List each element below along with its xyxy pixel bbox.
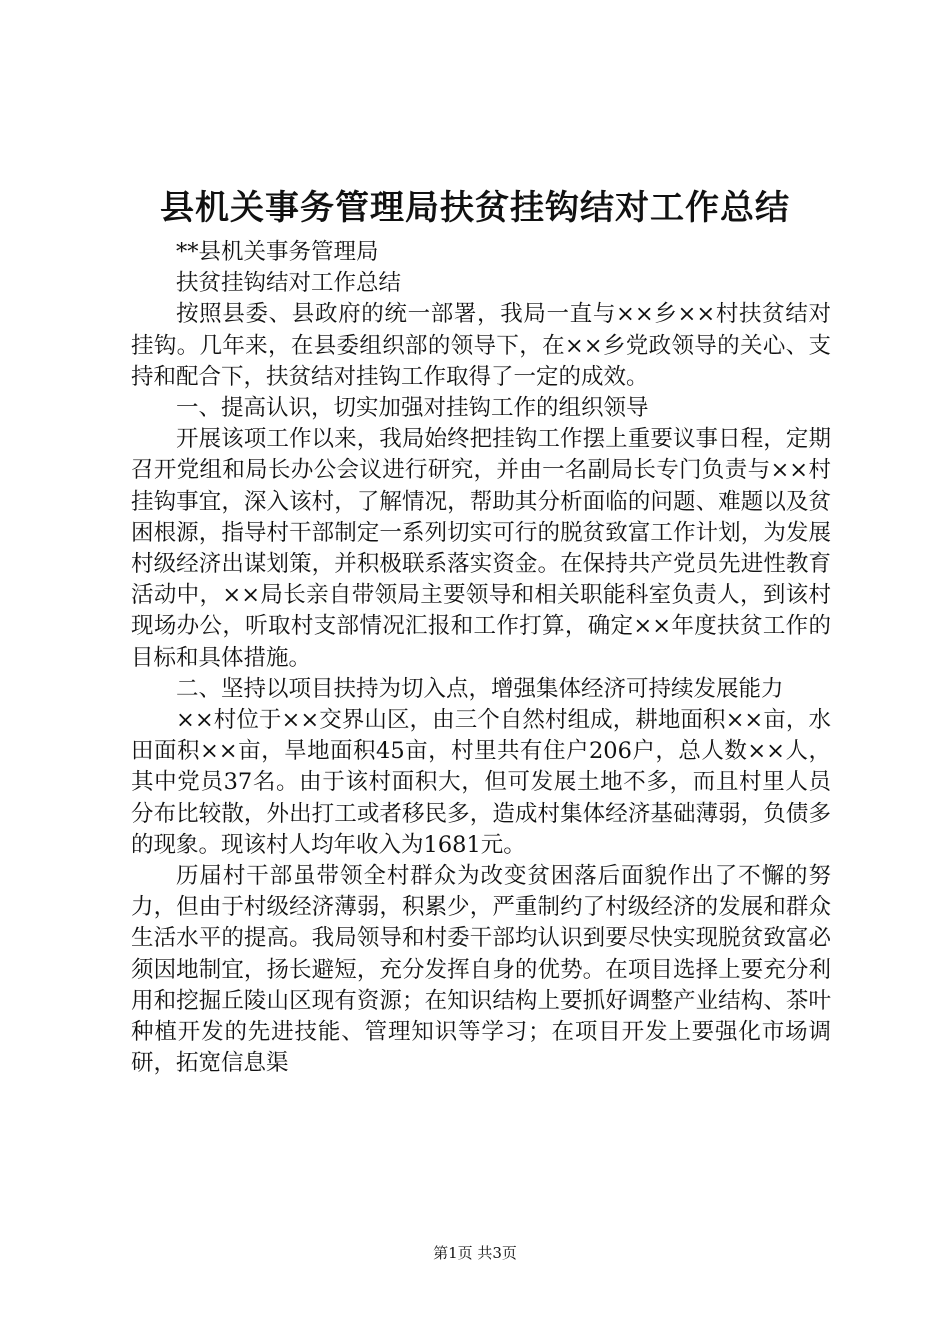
section-heading-1: 一、提高认识，切实加强对挂钩工作的组织领导 bbox=[176, 395, 649, 422]
document-body bbox=[131, 237, 831, 1079]
section-heading-2: 二、坚持以项目扶持为切入点，增强集体经济可持续发展能力 bbox=[176, 675, 784, 702]
body-paragraph: ××村位于××交界山区，由三个自然村组成，耕地面积××亩，水田面积××亩，旱地面积45亩，村里共有住户206户，总人数××人，其中党员37名。由于该村面积大，但可发展土地不多，而且村里人员分布比较散，外出打工或者移民多，造成村集体经济基础薄弱，负债多的现象。现该村人均年收入为1681元。 bbox=[131, 707, 831, 858]
intro-paragraph: 按照县委、县政府的统一部署，我局一直与××乡××村扶贫结对挂钩。几年来，在县委组织部的领导下，在××乡党政领导的关心、支持和配合下，扶贫结对挂钩工作取得了一定的成效。 bbox=[131, 301, 831, 390]
document-title: 县机关事务管理局扶贫挂钩结对工作总结 bbox=[160, 188, 790, 228]
author-line: **县机关事务管理局 bbox=[176, 239, 379, 265]
page-number-footer: 第1页 共3页 bbox=[433, 1244, 517, 1262]
body-paragraph: 历届村干部虽带领全村群众为改变贫困落后面貌作出了不懈的努力，但由于村级经济薄弱，积累少，严重制约了村级经济的发展和群众生活水平的提高。我局领导和村委干部均认识到要尽快实现脱贫致富必须因地制宜，扬长避短，充分发挥自身的优势。在项目选择上要充分利用和挖掘丘陵山区现有资源；在知识结构上要抓好调整产业结构、茶叶种植开发的先进技能、管理知识等学习；在项目开发上要强化市场调研，拓宽信息渠 bbox=[131, 863, 831, 1077]
subtitle-line: 扶贫挂钩结对工作总结 bbox=[176, 270, 402, 297]
body-paragraph: 开展该项工作以来，我局始终把挂钩工作摆上重要议事日程，定期召开党组和局长办公会议进行研究，并由一名副局长专门负责与××村挂钩事宜，深入该村，了解情况，帮助其分析面临的问题、难题以及贫困根源，指导村干部制定一系列切实可行的脱贫致富工作计划，为发展村级经济出谋划策，并积极联系落实资金。在保持共产党员先进性教育活动中，××局长亲自带领局主要领导和相关职能科室负责人，到该村现场办公，听取村支部情况汇报和工作打算，确定××年度扶贫工作的目标和具体措施。 bbox=[131, 426, 831, 671]
